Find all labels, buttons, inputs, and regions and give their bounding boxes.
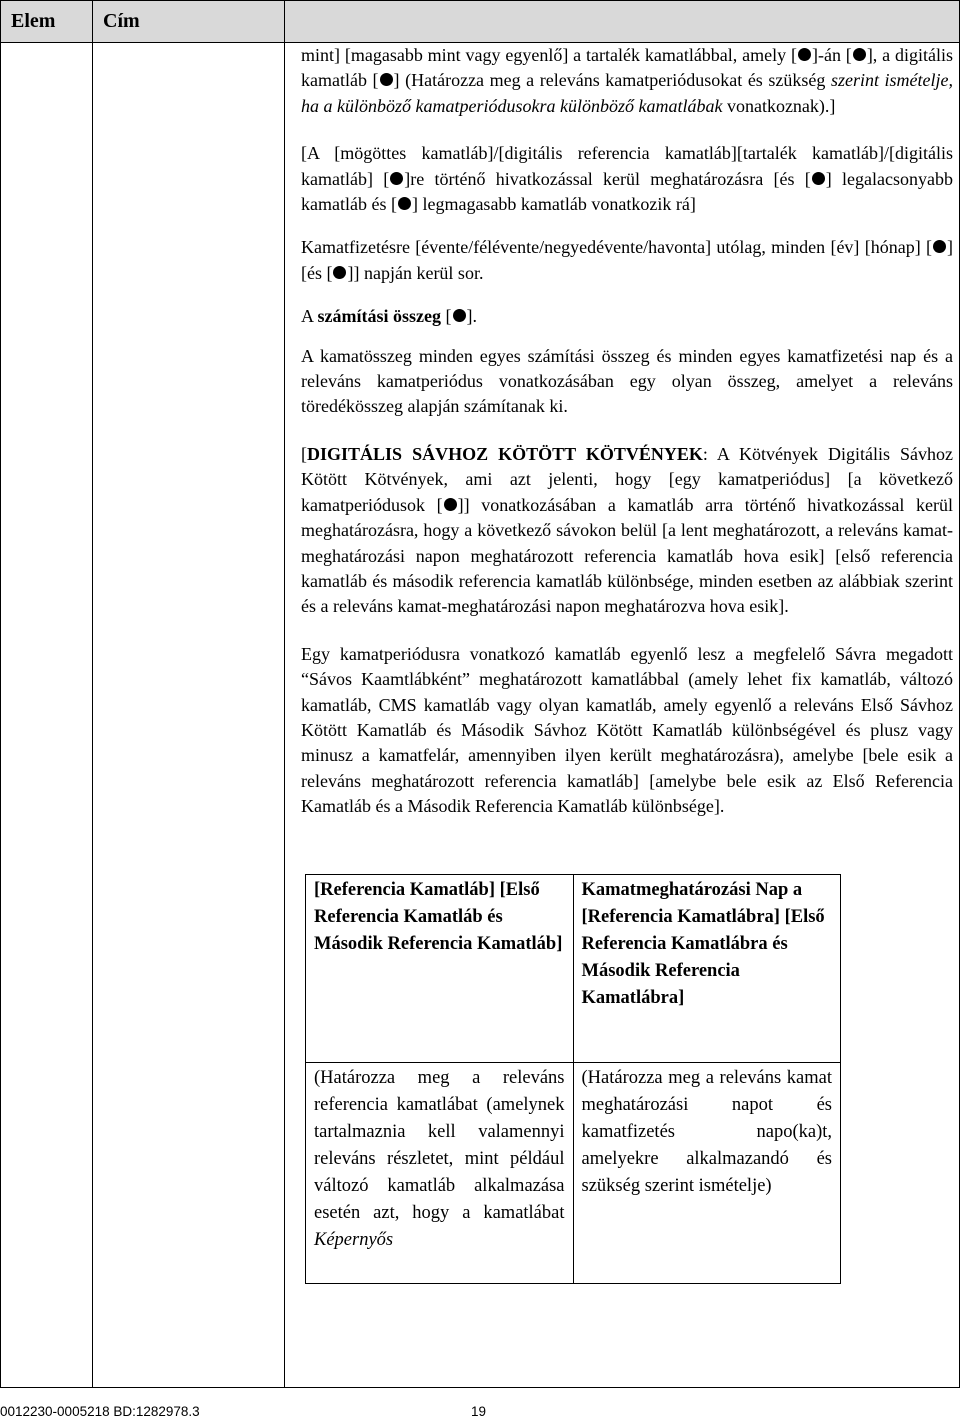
- header-cim: Cím: [93, 1, 285, 43]
- rate-table-desc-row: [306, 1062, 841, 1283]
- paragraph-3: [301, 235, 953, 286]
- italic-term: Képernyős: [314, 1229, 394, 1250]
- header-row: [1, 1, 960, 43]
- content-text: [285, 43, 959, 1284]
- text-span: vonatkoznak).]: [726, 95, 836, 116]
- bullet-icon: [798, 48, 811, 61]
- text-span: ].: [466, 306, 477, 327]
- elem-cell: [1, 43, 93, 1388]
- text-span: (Határozza meg a releváns referencia kamatlábat (amelynek tartalmaznia kell valamennyi releváns részletet, mint például változó kamatláb alkalmazása esetén azt, hogy a kamatlábat: [314, 1067, 565, 1223]
- text-span: ]] vonatkozásában a kamatláb arra történő hivatkozással kerül meghatározásra, hogy a következő sávokon belül [a lent meghatározott, a releváns kamat-meghatározási napon meghatározott referencia kamatláb hova esik] [első referencia kamatláb és második referencia kamatláb különbsége, minden esetben az alábbiak szerint és a releváns kamat-meghatározási napon meghatározva hova esik].: [301, 494, 953, 617]
- paragraph-7: Egy kamatperiódusra vonatkozó kamatláb egyenlő lesz a megfelelő Sávra megadott “Sávos Kaamtlábként” meghatározott kamatlábbal (amely lehet fix kamatláb, változó kamatláb, CMS kamatláb vagy olyan kamatláb, amely egyenlő a releváns Első Sávhoz Kötött Kamatláb és Második Sávhoz Kötött Kamatláb különbségével és plusz vagy minusz a kamatfelár, amennyiben ilyen került meghatározásra), amelybe [bele esik a releváns meghatározott referencia kamatláb] [amelybe bele esik az Első Referencia Kamatláb és a Második Referencia Kamatláb különbsége].: [301, 643, 953, 817]
- text-span: [: [301, 443, 307, 464]
- cim-cell: [93, 43, 285, 1388]
- text-span: ]] napján kerül sor.: [347, 262, 484, 283]
- paragraph-5: A kamatösszeg minden egyes számítási összeg és minden egyes kamatfizetési nap és a releváns kamatperiódus vonatkozásában egy olyan összeg, amelyet a releváns töredékösszeg alapján számítanak ki.: [301, 345, 953, 417]
- paragraph-6: [301, 442, 953, 620]
- bullet-icon: [933, 240, 946, 253]
- bullet-icon: [333, 266, 346, 279]
- text-span: ] [és [: [301, 237, 953, 283]
- header-elem: Elem: [1, 1, 93, 43]
- body-row: [1, 43, 960, 1388]
- rate-table-col1-desc: [306, 1062, 574, 1283]
- text-span: Kamatfizetésre [évente/félévente/negyedévente/havonta] utólag, minden [év] [hónap] [: [301, 237, 932, 258]
- bullet-icon: [853, 48, 866, 61]
- content-cell: [285, 43, 960, 1388]
- bullet-icon: [812, 172, 825, 185]
- text-span: ]-án [: [811, 45, 852, 65]
- header-empty: [285, 1, 960, 43]
- footer-page-number: 19: [471, 1404, 487, 1419]
- text-span: ] legalacsonyabb kamatláb és [: [301, 168, 953, 215]
- bold-heading: DIGITÁLIS SÁVHOZ KÖTÖTT KÖTVÉNYEK: [307, 443, 703, 464]
- rate-table-header-row: [306, 874, 841, 1062]
- text-span: ]re történő hivatkozással kerül meghatározásra [és [: [404, 168, 811, 189]
- text-span: [: [441, 306, 452, 327]
- text-span: ] (Határozza meg a releváns kamatperiódusokat és szükség: [393, 70, 826, 91]
- text-span: ], a digitális kamatláb [: [301, 45, 953, 91]
- text-span: A: [301, 306, 318, 327]
- bullet-icon: [380, 73, 393, 86]
- text-span: mint] [magasabb mint vagy egyenlő] a tartalék kamatlábbal, amely [: [301, 45, 797, 65]
- rate-table-col2-header: Kamatmeghatározási Nap a [Referencia Kamatlábra] [Első Referencia Kamatlábra és Második Referencia Kamatlábra]: [573, 874, 841, 1062]
- bullet-icon: [398, 197, 411, 210]
- rate-table-col1-header: [Referencia Kamatláb] [Első Referencia Kamatláb és Második Referencia Kamatláb]: [306, 874, 574, 1062]
- italic-instruction: szerint ismételje, ha a különböző kamatperiódusokra különböző kamatlábak: [301, 70, 954, 116]
- bold-term: számítási összeg: [317, 306, 441, 327]
- paragraph-4: [301, 304, 953, 329]
- bullet-icon: [444, 498, 457, 511]
- bullet-icon: [453, 309, 466, 322]
- text-span: : A Kötvények Digitális Sávhoz Kötött Kötvények, ami azt jelenti, hogy [egy kamatperiódus] [a következő kamatperiódusok [: [301, 443, 953, 515]
- paragraph-1: [301, 43, 953, 119]
- rate-table-col2-desc: (Határozza meg a releváns kamat meghatározási napot és kamatfizetés napo(ka)t, amelyekre alkalmazandó és szükség szerint ismételje): [573, 1062, 841, 1283]
- rate-table: [305, 874, 841, 1284]
- text-span: ] legmagasabb kamatláb vonatkozik rá]: [411, 194, 696, 215]
- text-span: [A [mögöttes kamatláb]/[digitális referencia kamatláb][tartalék kamatláb]/[digitális kamatláb] [: [301, 143, 953, 189]
- footer-doc-id: 0012230-0005218 BD:1282978.3: [0, 1404, 200, 1419]
- paragraph-2: [301, 141, 953, 217]
- bullet-icon: [390, 172, 403, 185]
